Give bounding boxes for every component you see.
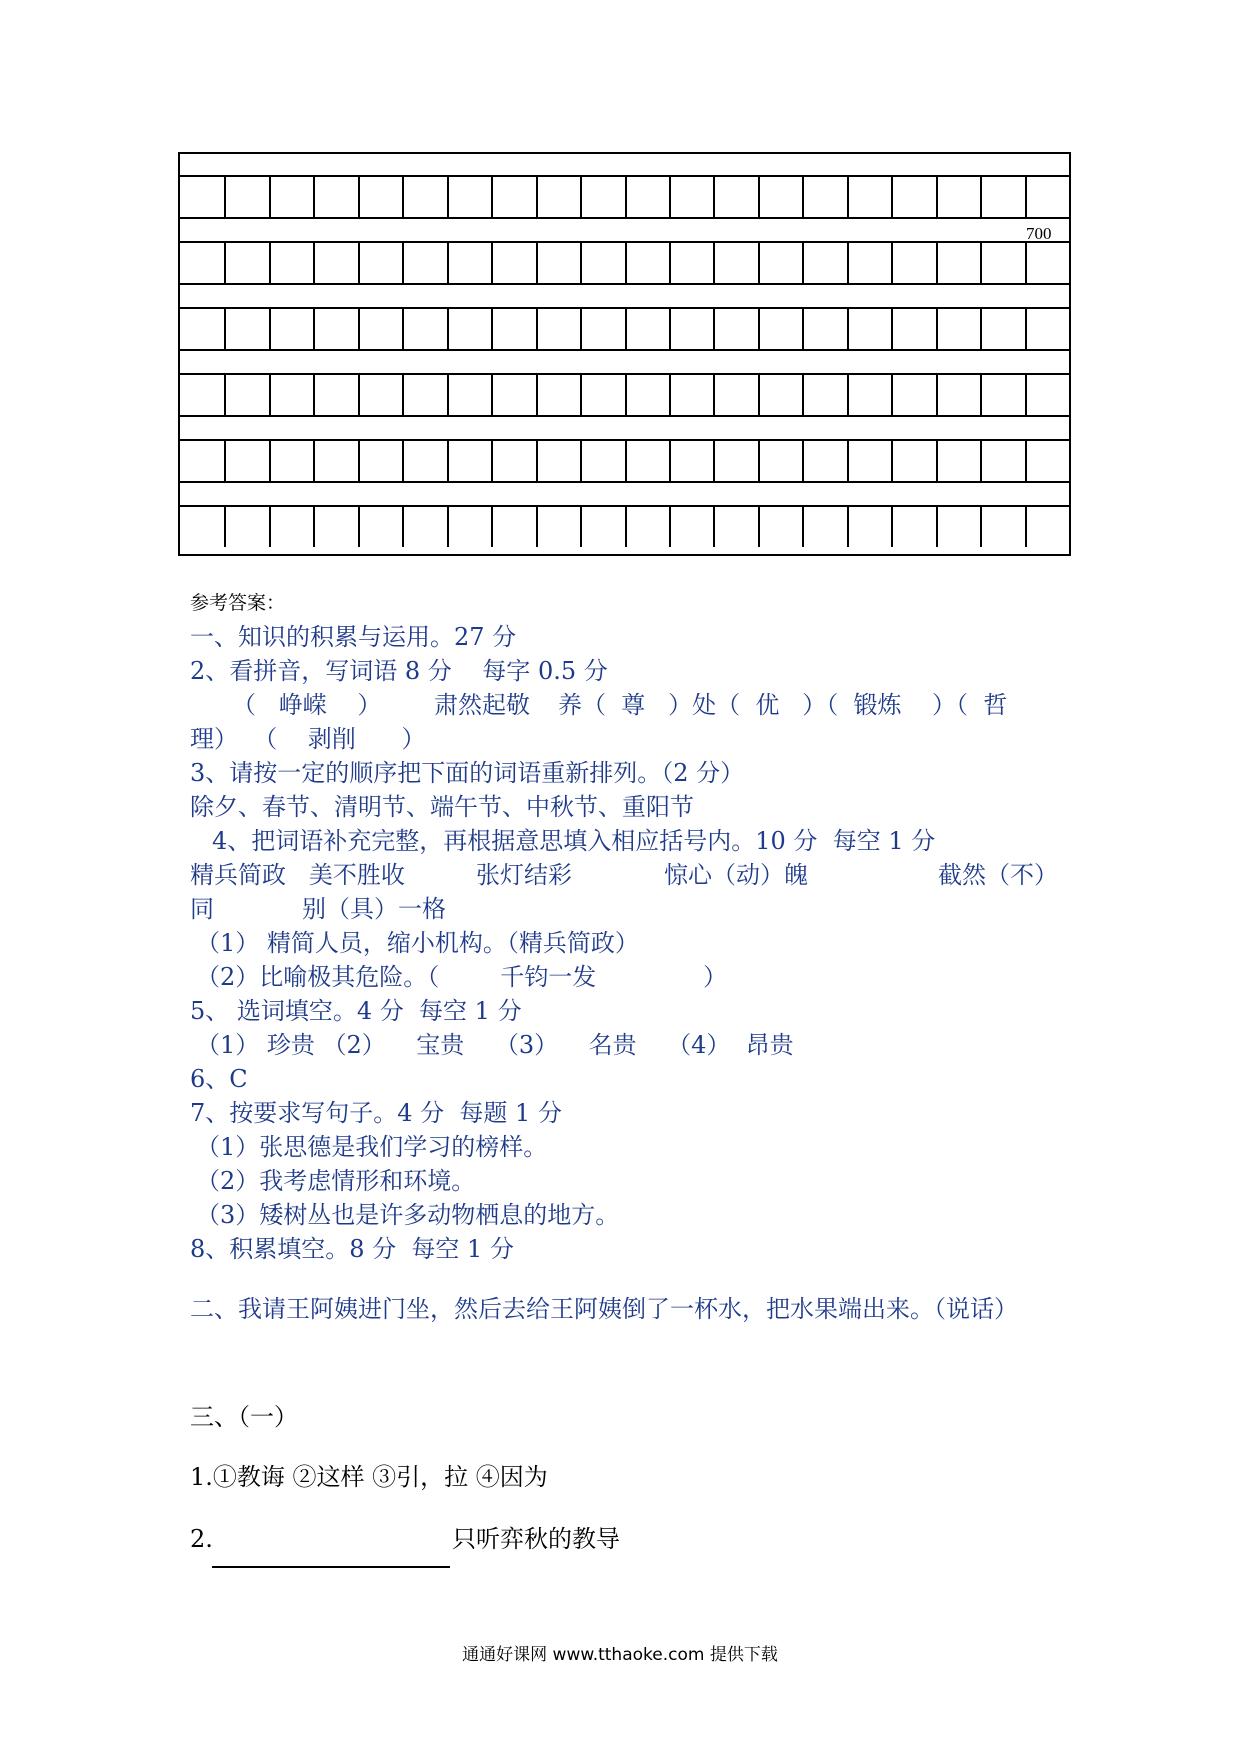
- grid-cell: [847, 243, 891, 283]
- grid-cell: [180, 375, 224, 415]
- grid-cell: [580, 309, 625, 349]
- grid-cell: [669, 309, 713, 349]
- grid-cell: [447, 375, 491, 415]
- grid-cell: [1025, 441, 1069, 481]
- page-footer: 通通好课网 www.tthaoke.com 提供下载: [462, 1645, 778, 1665]
- grid-row: [180, 241, 1069, 285]
- grid-cell: [313, 177, 358, 217]
- grid-cell: [625, 177, 669, 217]
- grid-cell: [891, 177, 936, 217]
- grid-cell: [224, 309, 269, 349]
- grid-cell: [713, 441, 758, 481]
- grid-cell: [802, 177, 847, 217]
- q3-answer: 除夕、春节、清明节、端午节、中秋节、重阳节: [190, 793, 694, 821]
- grid-cell: [491, 507, 536, 547]
- grid-cell: [313, 243, 358, 283]
- grid-cell: [625, 441, 669, 481]
- grid-cell: [1025, 243, 1069, 283]
- grid-cell: [224, 507, 269, 547]
- grid-cell: [536, 507, 580, 547]
- grid-cell: [669, 507, 713, 547]
- q4-sentence-1: （1） 精简人员，缩小机构。（精兵简政）: [196, 929, 639, 957]
- grid-cell: [313, 507, 358, 547]
- grid-cell: [669, 441, 713, 481]
- grid-row: [180, 373, 1069, 417]
- grid-cell: [669, 243, 713, 283]
- q4-word-2: 张灯结彩: [476, 861, 572, 889]
- section-2-answer: 二、我请王阿姨进门坐，然后去给王阿姨倒了一杯水，把水果端出来。（说话）: [190, 1295, 1018, 1323]
- grid-cell: [936, 309, 980, 349]
- grid-cell: [758, 309, 802, 349]
- grid-cell: [269, 177, 313, 217]
- grid-cell: [758, 177, 802, 217]
- grid-cell: [980, 177, 1025, 217]
- section-3-q2-text: 只听弈秋的教导: [452, 1525, 620, 1553]
- grid-row: [180, 439, 1069, 483]
- grid-cell: [580, 243, 625, 283]
- grid-cell: [180, 309, 224, 349]
- grid-cell: [491, 441, 536, 481]
- grid-cell: [936, 441, 980, 481]
- grid-row: [180, 175, 1069, 219]
- section-3-q2-number: 2.: [190, 1525, 213, 1553]
- grid-cell: [224, 441, 269, 481]
- grid-cell: [580, 507, 625, 547]
- grid-cell: [580, 375, 625, 415]
- grid-cell: [758, 243, 802, 283]
- grid-cell: [802, 441, 847, 481]
- q7-answer-2: （2）我考虑情形和环境。: [196, 1167, 476, 1195]
- grid-cell: [802, 507, 847, 547]
- grid-cell: [1025, 309, 1069, 349]
- grid-cell: [669, 177, 713, 217]
- grid-cell: [402, 309, 447, 349]
- grid-cell: [313, 309, 358, 349]
- grid-cell: [891, 243, 936, 283]
- grid-cell: [847, 441, 891, 481]
- q4-title: 4、把词语补充完整，再根据意思填入相应括号内。10 分 每空 1 分: [212, 827, 936, 855]
- grid-cell: [536, 243, 580, 283]
- grid-cell: [758, 441, 802, 481]
- grid-cell: [402, 375, 447, 415]
- grid-cell: [758, 507, 802, 547]
- q7-answer-3: （3）矮树丛也是许多动物栖息的地方。: [196, 1201, 620, 1229]
- grid-cell: [713, 309, 758, 349]
- q4-word-1: 精兵简政 美不胜收: [190, 861, 405, 889]
- section-1-title: 一、知识的积累与运用。27 分: [190, 623, 517, 651]
- q6-answer: 6、C: [190, 1065, 248, 1093]
- grid-cell: [269, 243, 313, 283]
- grid-cell: [224, 243, 269, 283]
- grid-cell: [891, 507, 936, 547]
- grid-cell: [358, 441, 402, 481]
- q2-answer-b: 肃然起敬: [434, 691, 530, 719]
- grid-cell: [447, 441, 491, 481]
- grid-cell: [536, 309, 580, 349]
- grid-cell: [713, 375, 758, 415]
- grid-cell: [980, 507, 1025, 547]
- section-3-title: 三、（一）: [190, 1403, 298, 1431]
- answer-blank-line: [212, 1566, 450, 1568]
- grid-cell: [625, 243, 669, 283]
- grid-cell: [269, 375, 313, 415]
- grid-cell: [491, 309, 536, 349]
- grid-cell: [224, 375, 269, 415]
- grid-cell: [891, 309, 936, 349]
- grid-cell: [980, 309, 1025, 349]
- grid-cell: [447, 309, 491, 349]
- q5-answer: （1） 珍贵 （2） 宝贵 （3） 名贵 （4） 昂贵: [196, 1031, 794, 1059]
- grid-cell: [491, 375, 536, 415]
- q4-word-6: 别（具）一格: [302, 895, 446, 923]
- grid-cell: [402, 507, 447, 547]
- grid-cell: [713, 243, 758, 283]
- grid-cell: [669, 375, 713, 415]
- q2-title: 2、看拼音，写词语 8 分 每字 0.5 分: [190, 657, 608, 685]
- grid-cell: [536, 441, 580, 481]
- grid-cell: [269, 507, 313, 547]
- grid-row: [180, 505, 1069, 547]
- grid-row: [180, 307, 1069, 351]
- grid-cell: [802, 309, 847, 349]
- grid-cell: [491, 243, 536, 283]
- grid-cell: [358, 375, 402, 415]
- grid-cell: [847, 309, 891, 349]
- grid-cell: [980, 243, 1025, 283]
- q3-title: 3、请按一定的顺序把下面的词语重新排列。（2 分）: [190, 759, 745, 787]
- grid-cell: [847, 507, 891, 547]
- grid-cell: [536, 177, 580, 217]
- grid-cell: [447, 243, 491, 283]
- grid-cell: [847, 375, 891, 415]
- grid-cell: [580, 441, 625, 481]
- grid-cell: [447, 177, 491, 217]
- grid-cell: [891, 375, 936, 415]
- grid-cell: [180, 507, 224, 547]
- grid-cell: [936, 507, 980, 547]
- grid-cell: [358, 507, 402, 547]
- q4-word-3: 惊心（动）魄: [664, 861, 808, 889]
- grid-cell: [802, 375, 847, 415]
- writing-grid: [178, 152, 1071, 556]
- q4-word-5: 同: [190, 895, 214, 923]
- grid-cell: [402, 177, 447, 217]
- grid-cell: [402, 441, 447, 481]
- grid-cell: [358, 243, 402, 283]
- grid-cell: [358, 309, 402, 349]
- grid-cell: [891, 441, 936, 481]
- grid-cell: [447, 507, 491, 547]
- q7-answer-1: （1）张思德是我们学习的榜样。: [196, 1133, 548, 1161]
- grid-cell: [180, 177, 224, 217]
- grid-cell: [491, 177, 536, 217]
- q4-word-4: 截然（不）: [938, 861, 1058, 889]
- grid-cell: [358, 177, 402, 217]
- q2-answer-a: （ 峥嵘 ）: [232, 691, 382, 719]
- character-count-marker: 700: [1026, 224, 1052, 243]
- q2-answer-d: 理） （ 剥削 ）: [190, 725, 426, 753]
- grid-cell: [758, 375, 802, 415]
- grid-cell: [625, 507, 669, 547]
- grid-cell: [1025, 507, 1069, 547]
- grid-cell: [936, 375, 980, 415]
- grid-cell: [625, 375, 669, 415]
- grid-cell: [625, 309, 669, 349]
- grid-cell: [224, 177, 269, 217]
- grid-cell: [980, 375, 1025, 415]
- q8-title: 8、积累填空。8 分 每空 1 分: [190, 1235, 514, 1263]
- grid-cell: [402, 243, 447, 283]
- q5-title: 5、 选词填空。4 分 每空 1 分: [190, 997, 522, 1025]
- grid-cell: [313, 375, 358, 415]
- q2-answer-c: 养（ 尊 ）处（ 优 ）（ 锻炼 ）（ 哲: [558, 691, 1008, 719]
- grid-cell: [269, 309, 313, 349]
- grid-cell: [802, 243, 847, 283]
- grid-cell: [580, 177, 625, 217]
- q4-sentence-2: （2）比喻极其危险。（ 千钧一发 ）: [196, 963, 728, 991]
- grid-cell: [1025, 375, 1069, 415]
- q7-title: 7、按要求写句子。4 分 每题 1 分: [190, 1099, 562, 1127]
- grid-cell: [180, 441, 224, 481]
- grid-cell: [980, 441, 1025, 481]
- grid-cell: [847, 177, 891, 217]
- grid-cell: [180, 243, 224, 283]
- grid-cell: [713, 177, 758, 217]
- grid-cell: [936, 177, 980, 217]
- section-3-q1: 1.①教诲 ②这样 ③引，拉 ④因为: [190, 1463, 548, 1491]
- grid-cell: [713, 507, 758, 547]
- grid-cell: [269, 441, 313, 481]
- answer-key-heading: 参考答案：: [190, 592, 286, 614]
- grid-cell: [1025, 177, 1069, 217]
- grid-cell: [536, 375, 580, 415]
- grid-cell: [936, 243, 980, 283]
- grid-cell: [313, 441, 358, 481]
